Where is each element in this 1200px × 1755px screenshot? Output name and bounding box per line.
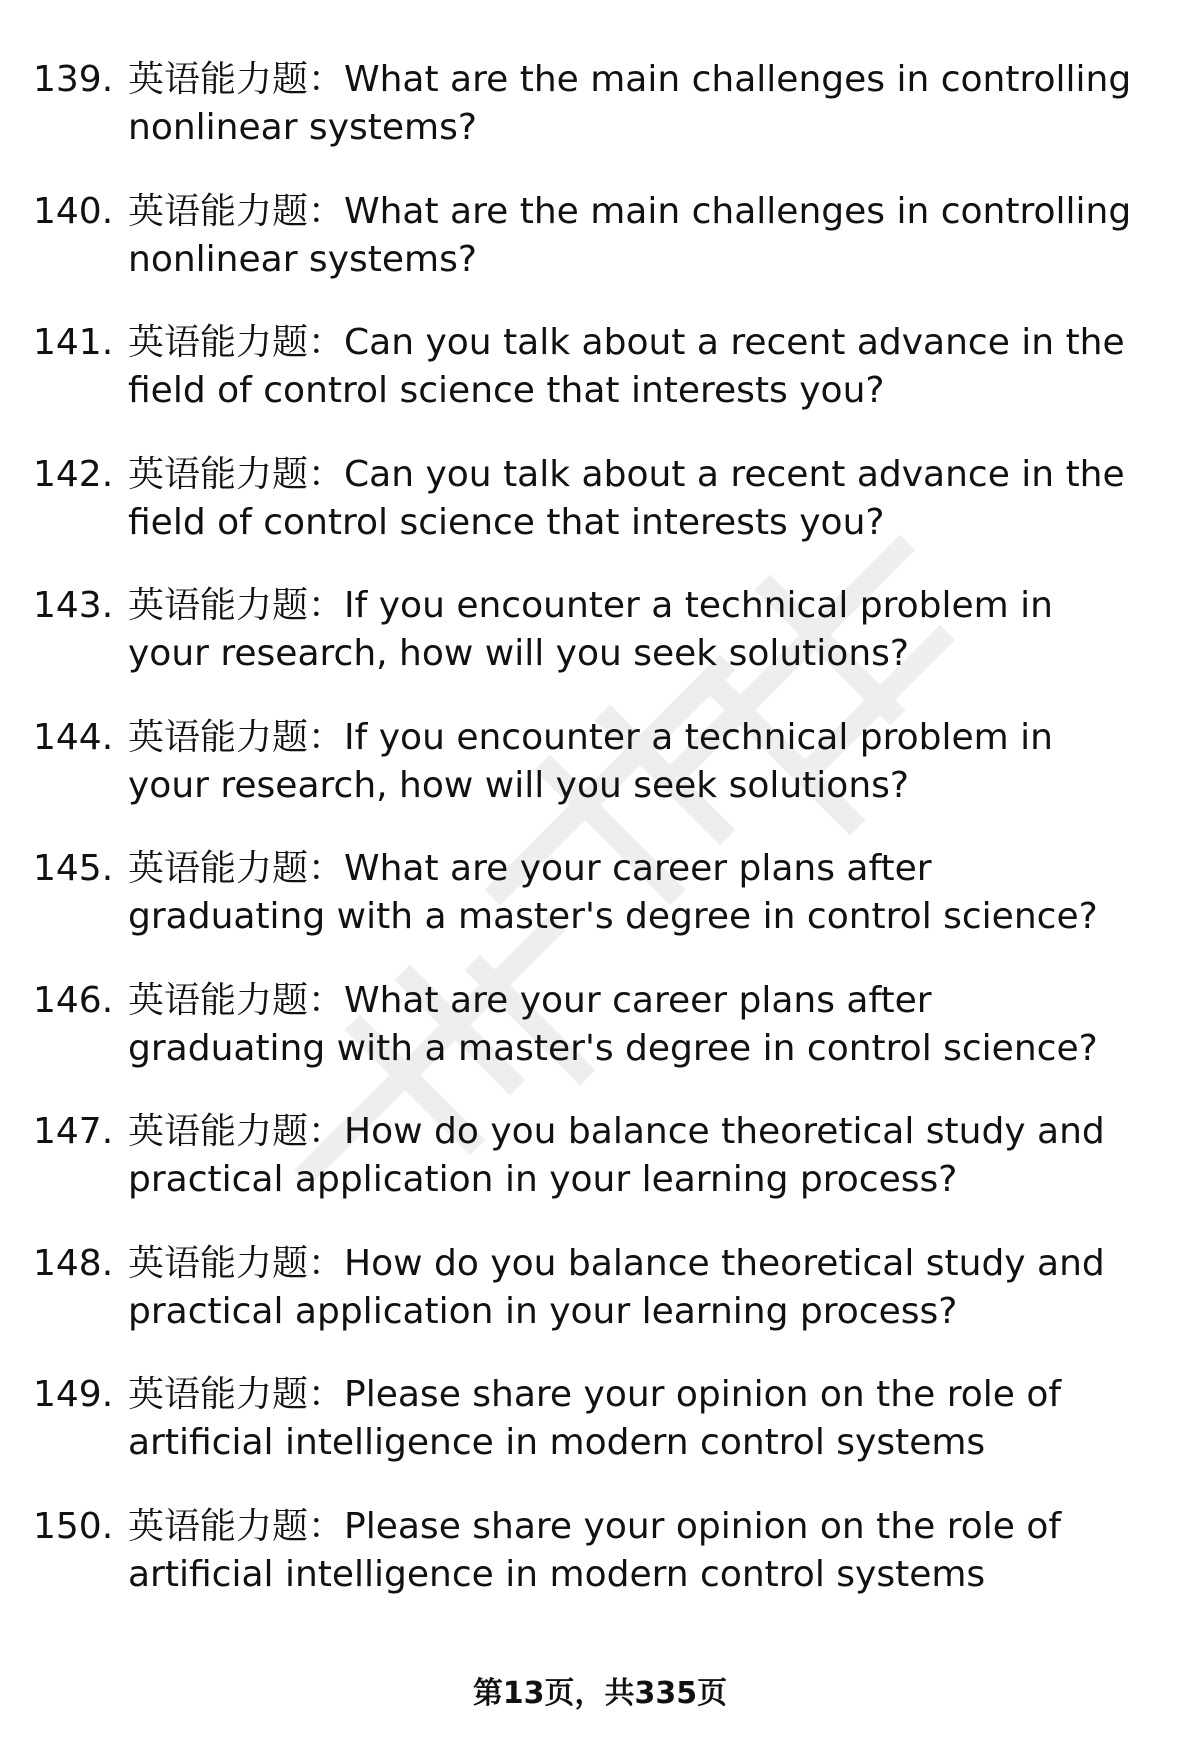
question-item xyxy=(0,1240,1200,1372)
question-text: Can you talk about a recent advance in the field of control science that interests you? xyxy=(128,453,1125,543)
question-item xyxy=(0,977,1200,1109)
question-item xyxy=(0,188,1200,320)
question-body xyxy=(128,714,1138,810)
question-number: 146. xyxy=(33,979,114,1021)
question-prefix: 英语能力题： xyxy=(128,322,345,363)
question-number: 143. xyxy=(33,585,114,626)
question-item xyxy=(0,319,1200,451)
question-text: Can you talk about a recent advance in the field of control science that interests you? xyxy=(128,322,1125,411)
question-item xyxy=(0,845,1200,977)
question-body xyxy=(128,845,1138,941)
question-text: What are your career plans after graduating with a master's degree in control science? xyxy=(128,979,1098,1069)
question-body xyxy=(128,582,1138,678)
question-text: Please share your opinion on the role of artificial intelligence in modern control systems xyxy=(128,1505,1062,1595)
question-text: What are the main challenges in controlling nonlinear systems? xyxy=(128,190,1132,280)
question-text: If you encounter a technical problem in your research, how will you seek solutions? xyxy=(128,585,1053,674)
question-prefix: 英语能力题： xyxy=(128,979,345,1021)
question-number: 139. xyxy=(33,59,114,100)
question-prefix: 英语能力题： xyxy=(128,716,345,758)
question-number: 147. xyxy=(33,1111,114,1152)
question-number: 149. xyxy=(33,1374,114,1415)
question-item xyxy=(0,1108,1200,1240)
question-number: 140. xyxy=(33,190,114,232)
question-number: 148. xyxy=(33,1242,114,1284)
question-prefix: 英语能力题： xyxy=(128,848,345,889)
question-number: 141. xyxy=(33,322,114,363)
question-body xyxy=(128,1371,1138,1467)
question-prefix: 英语能力题： xyxy=(128,59,345,100)
question-item xyxy=(0,582,1200,714)
question-text: How do you balance theoretical study and practical application in your learning process? xyxy=(128,1242,1105,1332)
question-prefix: 英语能力题： xyxy=(128,190,345,232)
question-number: 142. xyxy=(33,453,114,495)
question-text: What are your career plans after graduating with a master's degree in control science? xyxy=(128,848,1098,937)
question-item xyxy=(0,56,1200,188)
question-prefix: 英语能力题： xyxy=(128,1374,345,1415)
question-item xyxy=(0,1503,1200,1635)
question-list xyxy=(0,56,1200,1634)
question-item xyxy=(0,1371,1200,1503)
page-footer: 第13页，共335页 xyxy=(472,1676,728,1711)
question-number: 150. xyxy=(33,1505,114,1547)
question-item xyxy=(0,714,1200,846)
question-prefix: 英语能力题： xyxy=(128,453,345,495)
question-body xyxy=(128,188,1138,284)
question-prefix: 英语能力题： xyxy=(128,585,345,626)
question-body xyxy=(128,977,1138,1073)
question-prefix: 英语能力题： xyxy=(128,1505,345,1547)
question-text: Please share your opinion on the role of artificial intelligence in modern control systems xyxy=(128,1374,1062,1463)
question-text: How do you balance theoretical study and practical application in your learning process? xyxy=(128,1111,1105,1200)
question-number: 144. xyxy=(33,716,114,758)
question-body xyxy=(128,451,1138,547)
question-body xyxy=(128,1503,1138,1599)
question-body xyxy=(128,319,1138,415)
question-prefix: 英语能力题： xyxy=(128,1242,345,1284)
question-text: If you encounter a technical problem in your research, how will you seek solutions? xyxy=(128,716,1053,806)
question-text: What are the main challenges in controlling nonlinear systems? xyxy=(128,59,1132,148)
question-number: 145. xyxy=(33,848,114,889)
question-body xyxy=(128,1108,1138,1204)
question-body xyxy=(128,1240,1138,1336)
question-body xyxy=(128,56,1138,152)
question-prefix: 英语能力题： xyxy=(128,1111,345,1152)
question-item xyxy=(0,451,1200,583)
